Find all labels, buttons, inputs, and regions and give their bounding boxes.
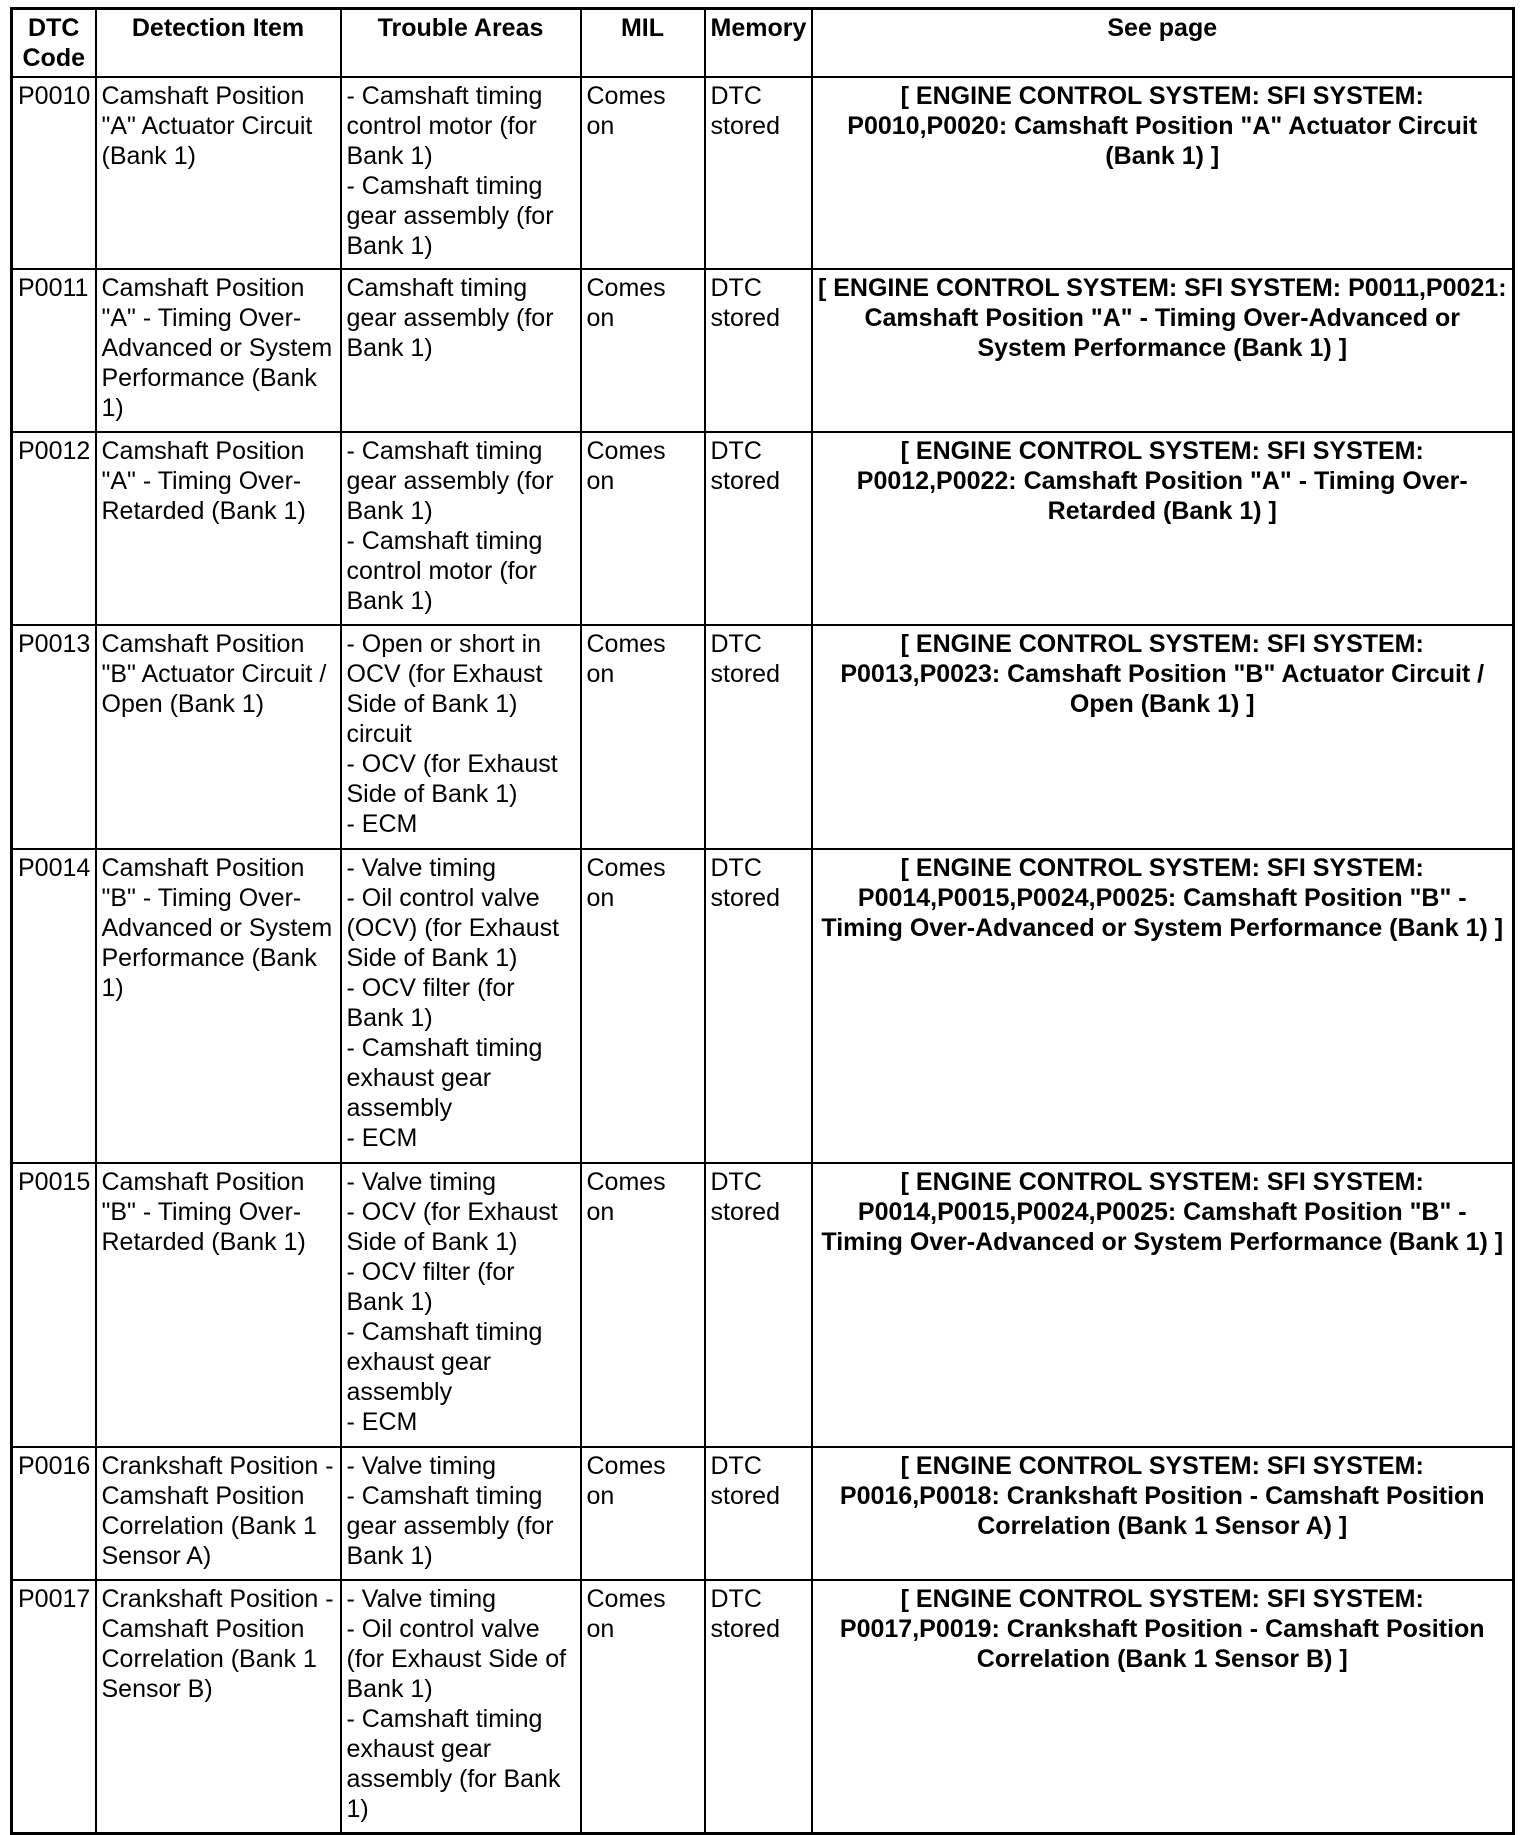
table-row [12, 1580, 1514, 1833]
trouble-areas-cell: - Camshaft timing gear assembly (for Bank 1) - Camshaft timing control motor (for Bank 1) [341, 432, 581, 625]
detection-item-cell: Camshaft Position "B" - Timing Over-Retarded (Bank 1) [96, 1163, 341, 1447]
trouble-areas-cell: Camshaft timing gear assembly (for Bank 1) [341, 269, 581, 432]
header-mil: MIL [581, 9, 705, 78]
see-page-link[interactable]: [ ENGINE CONTROL SYSTEM: SFI SYSTEM: P0014,P0015,P0024,P0025: Camshaft Position "B" - Timing Over-Advanced or System Performance (Bank 1) ] [812, 1163, 1514, 1447]
see-page-link[interactable]: [ ENGINE CONTROL SYSTEM: SFI SYSTEM: P0011,P0021: Camshaft Position "A" - Timing Over-Advanced or System Performance (Bank 1) ] [812, 269, 1514, 432]
dtc-code-cell: P0010 [12, 77, 96, 269]
header-see-page: See page [812, 9, 1514, 78]
table-body [12, 77, 1514, 1833]
detection-item-cell: Camshaft Position "A" - Timing Over-Advanced or System Performance (Bank 1) [96, 269, 341, 432]
detection-item-cell: Crankshaft Position - Camshaft Position Correlation (Bank 1 Sensor B) [96, 1580, 341, 1833]
table-row [12, 77, 1514, 269]
dtc-code-cell: P0016 [12, 1447, 96, 1580]
mil-cell: Comes on [581, 1163, 705, 1447]
detection-item-cell: Camshaft Position "A" - Timing Over-Retarded (Bank 1) [96, 432, 341, 625]
dtc-code-cell: P0017 [12, 1580, 96, 1833]
header-trouble-areas: Trouble Areas [341, 9, 581, 78]
detection-item-cell: Camshaft Position "A" Actuator Circuit (Bank 1) [96, 77, 341, 269]
see-page-link[interactable]: [ ENGINE CONTROL SYSTEM: SFI SYSTEM: P0010,P0020: Camshaft Position "A" Actuator Circuit (Bank 1) ] [812, 77, 1514, 269]
memory-cell: DTC stored [705, 1163, 812, 1447]
trouble-areas-cell: - Valve timing - Camshaft timing gear assembly (for Bank 1) [341, 1447, 581, 1580]
table-row [12, 1447, 1514, 1580]
dtc-code-cell: P0011 [12, 269, 96, 432]
trouble-areas-cell: - Valve timing - Oil control valve (for Exhaust Side of Bank 1) - Camshaft timing exhaust gear assembly (for Bank 1) [341, 1580, 581, 1833]
table-row [12, 1163, 1514, 1447]
see-page-link[interactable]: [ ENGINE CONTROL SYSTEM: SFI SYSTEM: P0014,P0015,P0024,P0025: Camshaft Position "B" - Timing Over-Advanced or System Performance (Bank 1) ] [812, 849, 1514, 1163]
detection-item-cell: Camshaft Position "B" Actuator Circuit / Open (Bank 1) [96, 625, 341, 849]
memory-cell: DTC stored [705, 77, 812, 269]
mil-cell: Comes on [581, 77, 705, 269]
mil-cell: Comes on [581, 1447, 705, 1580]
dtc-code-cell: P0013 [12, 625, 96, 849]
dtc-code-cell: P0014 [12, 849, 96, 1163]
see-page-link[interactable]: [ ENGINE CONTROL SYSTEM: SFI SYSTEM: P0013,P0023: Camshaft Position "B" Actuator Circuit / Open (Bank 1) ] [812, 625, 1514, 849]
header-detection-item: Detection Item [96, 9, 341, 78]
memory-cell: DTC stored [705, 849, 812, 1163]
trouble-areas-cell: - Valve timing - Oil control valve (OCV) (for Exhaust Side of Bank 1) - OCV filter (for Bank 1) - Camshaft timing exhaust gear assembly - ECM [341, 849, 581, 1163]
memory-cell: DTC stored [705, 432, 812, 625]
trouble-areas-cell: - Open or short in OCV (for Exhaust Side of Bank 1) circuit - OCV (for Exhaust Side of Bank 1) - ECM [341, 625, 581, 849]
table-row [12, 849, 1514, 1163]
table-row [12, 432, 1514, 625]
mil-cell: Comes on [581, 625, 705, 849]
memory-cell: DTC stored [705, 1447, 812, 1580]
dtc-code-cell: P0015 [12, 1163, 96, 1447]
header-dtc-code: DTC Code [12, 9, 96, 78]
mil-cell: Comes on [581, 849, 705, 1163]
memory-cell: DTC stored [705, 625, 812, 849]
dtc-code-cell: P0012 [12, 432, 96, 625]
detection-item-cell: Crankshaft Position - Camshaft Position Correlation (Bank 1 Sensor A) [96, 1447, 341, 1580]
mil-cell: Comes on [581, 269, 705, 432]
memory-cell: DTC stored [705, 269, 812, 432]
table-row [12, 269, 1514, 432]
table-header [12, 9, 1514, 78]
detection-item-cell: Camshaft Position "B" - Timing Over-Advanced or System Performance (Bank 1) [96, 849, 341, 1163]
see-page-link[interactable]: [ ENGINE CONTROL SYSTEM: SFI SYSTEM: P0017,P0019: Crankshaft Position - Camshaft Position Correlation (Bank 1 Sensor B) ] [812, 1580, 1514, 1833]
trouble-areas-cell: - Camshaft timing control motor (for Bank 1) - Camshaft timing gear assembly (for Bank 1) [341, 77, 581, 269]
table-row [12, 625, 1514, 849]
header-memory: Memory [705, 9, 812, 78]
dtc-table [10, 7, 1515, 1835]
memory-cell: DTC stored [705, 1580, 812, 1833]
mil-cell: Comes on [581, 432, 705, 625]
trouble-areas-cell: - Valve timing - OCV (for Exhaust Side of Bank 1) - OCV filter (for Bank 1) - Camshaft timing exhaust gear assembly - ECM [341, 1163, 581, 1447]
see-page-link[interactable]: [ ENGINE CONTROL SYSTEM: SFI SYSTEM: P0012,P0022: Camshaft Position "A" - Timing Over-Retarded (Bank 1) ] [812, 432, 1514, 625]
see-page-link[interactable]: [ ENGINE CONTROL SYSTEM: SFI SYSTEM: P0016,P0018: Crankshaft Position - Camshaft Position Correlation (Bank 1 Sensor A) ] [812, 1447, 1514, 1580]
header-row [12, 9, 1514, 78]
mil-cell: Comes on [581, 1580, 705, 1833]
